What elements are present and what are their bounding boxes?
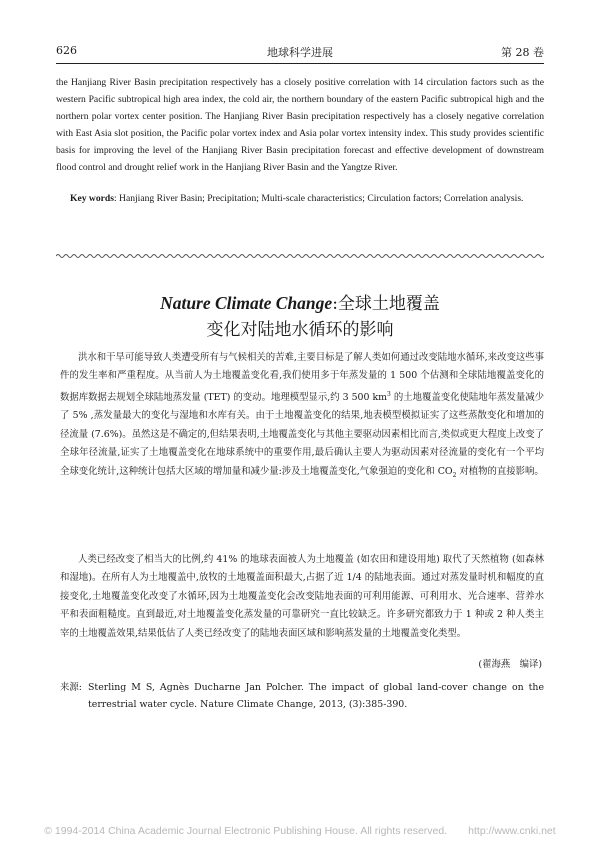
- abstract-continuation: the Hanjiang River Basin precipitation respectively has a closely positive correlation with 14 circulation factors such as the western Pacific subtropical high area index, the cold air, the northern boundary of the eastern Pacific subtropical high and the northern polar vortex center position. The Hanjiang River Basin precipitation respectively has a closely negative correlation with East Asia slot position, the Pacific polar vortex index and Asia polar vortex intensity index. This study provides scientific basis for improving the level of the Hanjiang River Basin precipitation forecast and effective development of downstream flood control and drought relief work in the Hanjiang River Basin and the Yangtze River.: [56, 77, 544, 173]
- journal-name: 地球科学进展: [267, 46, 333, 59]
- keywords-text: : Hanjiang River Basin; Precipitation; Multi-scale characteristics; Circulation factors; Correlation analysis.: [113, 193, 524, 204]
- wavy-divider: [56, 252, 544, 260]
- keywords-label: Key words: [70, 193, 114, 204]
- paragraph-2: 人类已经改变了相当大的比例,约 41% 的地球表面被人为土地覆盖 (如农田和建设用地) 取代了天然植物 (如森林和湿地)。在所有人为土地覆盖中,放牧的土地覆盖面积最大,占据了近 1/4 的陆地表面。通过对蒸发量时机和幅度的直接变化,土地覆盖变化改变了水循环,因为土地覆盖变化会改变陆地表面的可利用能源、可利用水、光合速率、营养水平和表面粗糙度。直到最近,对土地覆盖变化蒸发量的可靠研究一直比较缺乏。许多研究都致力于 1 种或 2 种人类主宰的土地覆盖效果,结果低估了人类已经改变了的陆地表面区域和影响蒸发量的土地覆盖变化类型。: [60, 554, 544, 639]
- article-title-journal: Nature Climate Change: [160, 293, 333, 313]
- header-rule: [56, 63, 544, 64]
- source-label: 来源:: [60, 682, 82, 693]
- article-title-line2: 变化对陆地水循环的影响: [206, 320, 394, 340]
- paragraph-1: 洪水和干旱可能导致人类遭受所有与气候相关的苦难,主要目标是了解人类如何通过改变陆地水循环,来改变这些事件的发生率和严重程度。从当前人为土地覆盖变化看,我们使用多于年蒸发量的 1 500 个估测和全球陆地覆盖变化的数据库数据去规划全球陆地蒸发量 (TET) 的变动。地理模型显示,约 3 500 $km^3$ 的土地覆盖变化使陆地年蒸发量减少了 5% ,蒸发量最大的变化与湿地和水库有关。由于土地覆盖变化的结果,地表模型模拟证实了这些蒸散变化和增加的径流量 (7.6%)。虽然这是不确定的,但结果表明,土地覆盖变化与其他主要驱动因素相比而言,类似或更大程度上改变了全球年径流量,证实了土地覆盖变化在地球系统中的重要作用,最后确认主要人为驱动因素对径流量的变化有一个平均全球变化统计,这种统计包括大区域的增加量和减少量:涉及土地覆盖变化,气象强迫的变化和 $CO_2$ 对植物的直接影响。: [60, 352, 544, 479]
- page-header: [56, 44, 544, 62]
- copyright-footer: © 1994-2014 China Academic Journal Electronic Publishing House. All rights reserved. http://www.cnki.net: [44, 825, 556, 837]
- page-number: 626: [56, 44, 77, 57]
- source-text: Sterling M S, Agnès Ducharne Jan Polcher. The impact of global land-cover change on the terrestrial water cycle. Nature Climate Change, 2013, (3):385-390.: [88, 682, 544, 710]
- source-reference: [60, 679, 544, 713]
- translator-credit: (翟海燕 编译): [478, 659, 542, 670]
- keywords: [56, 190, 544, 207]
- article-title-line1: [56, 289, 544, 314]
- article-title-rest: :全球土地覆盖: [332, 294, 440, 314]
- volume-label: 第 28 卷: [501, 46, 544, 59]
